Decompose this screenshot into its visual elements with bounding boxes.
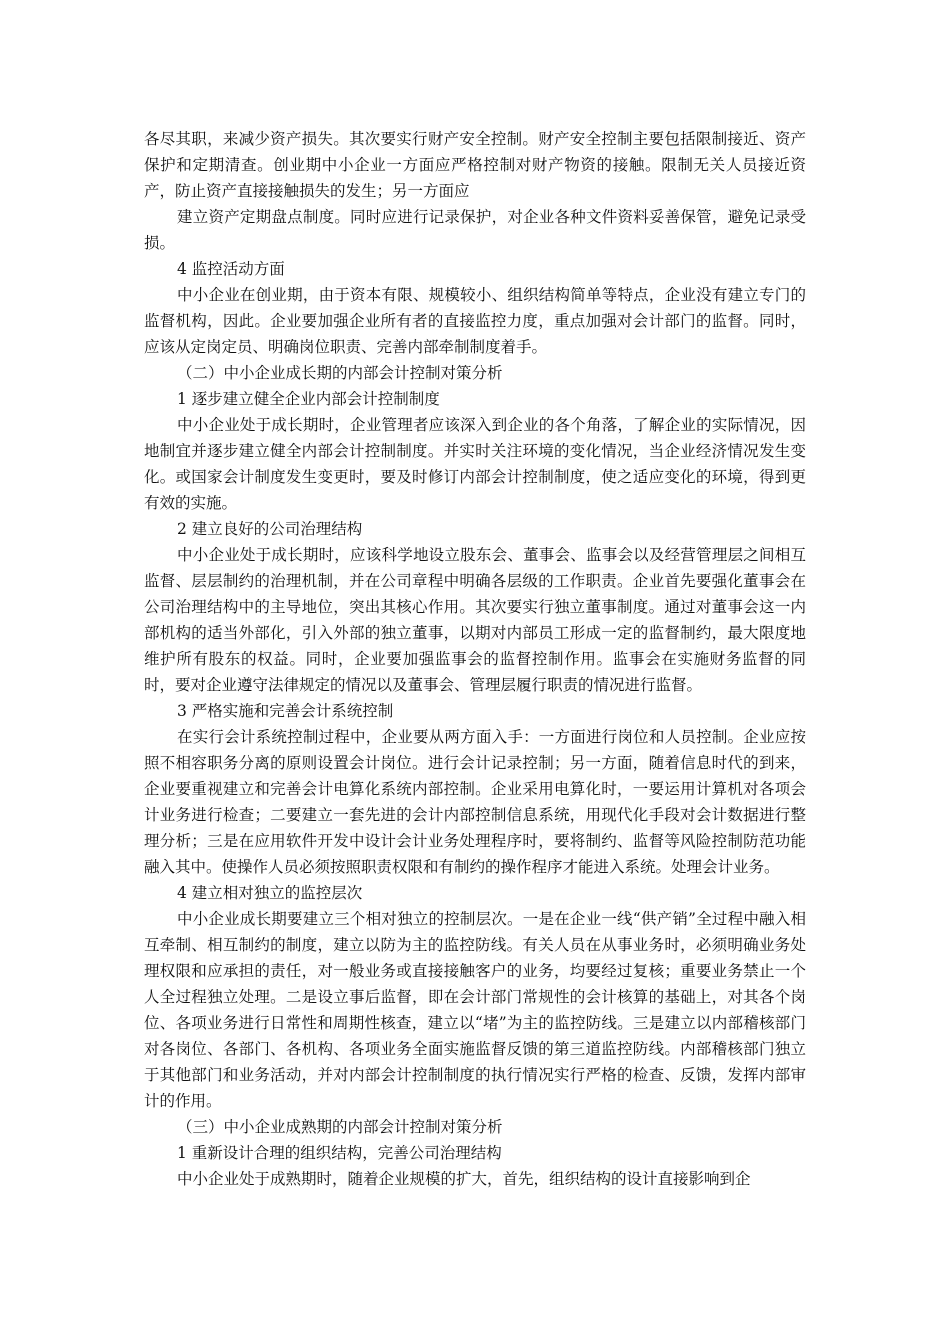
paragraph-governance-structure: 中小企业处于成长期时，应该科学地设立股东会、董事会、监事会以及经营管理层之间相互监督、层层制约的治理机制，并在公司章程中明确各层级的工作职责。企业首先要强化董事会在公司治理结构中的主导地位，突出其核心作用。其次要实行独立董事制度。通过对董事会这一内部机构的适当外部化，引入外部的独立董事，以期对内部员工形成一定的监督制约，最大限度地维护所有股东的权益。同时，企业要加强监事会的监督控制作用。监事会在实施财务监督的同时，要对企业遵守法律规定的情况以及董事会、管理层履行职责的情况进行监督。 <box>144 546 806 694</box>
document-page <box>144 126 806 1192</box>
heading-control-system: 1 逐步建立健全企业内部会计控制制度 <box>177 390 440 408</box>
paragraph-accounting-system-control: 在实行会计系统控制过程中，企业要从两方面入手：一方面进行岗位和人员控制。企业应按照不相容职务分离的原则设置会计岗位。进行会计记录控制；另一方面，随着信息时代的到来，企业要重视建立和完善会计电算化系统内部控制。企业采用电算化时，一要运用计算机对各项会计业务进行检查；二要建立一套先进的会计内部控制信息系统，用现代化手段对会计数据进行整理分析；三是在应用软件开发中设计会计业务处理程序时，要将制约、监督等风险控制防范功能融入其中。使操作人员必须按照职责权限和有制约的操作程序才能进入系统。处理会计业务。 <box>144 728 806 876</box>
section-heading-growth-stage: （二）中小企业成长期的内部会计控制对策分析 <box>177 364 503 382</box>
paragraph-monitoring-startup: 中小企业在创业期，由于资本有限、规模较小、组织结构简单等特点，企业没有建立专门的监督机构，因此。企业要加强企业所有者的直接监控力度，重点加强对会计部门的监督。同时，应该从定岗定员、明确岗位职责、完善内部牵制制度着手。 <box>144 286 806 356</box>
paragraph-monitoring-levels: 中小企业成长期要建立三个相对独立的控制层次。一是在企业一线“供产销”全过程中融入相互牵制、相互制约的制度，建立以防为主的监控防线。有关人员在从事业务时，必须明确业务处理权限和应承担的责任，对一般业务或直接接触客户的业务，均要经过复核；重要业务禁止一个人全过程独立处理。二是设立事后监督，即在会计部门常规性的会计核算的基础上，对其各个岗位、各项业务进行日常性和周期性核查，建立以“堵”为主的监控防线。三是建立以内部稽核部门对各岗位、各部门、各机构、各项业务全面实施监督反馈的第三道监控防线。内部稽核部门独立于其他部门和业务活动，并对内部会计控制制度的执行情况实行严格的检查、反馈，发挥内部审计的作用。 <box>144 910 806 1110</box>
section-heading-mature-stage: （三）中小企业成熟期的内部会计控制对策分析 <box>177 1118 503 1136</box>
paragraph-asset-inventory: 建立资产定期盘点制度。同时应进行记录保护，对企业各种文件资料妥善保管，避免记录受损。 <box>144 208 806 252</box>
heading-governance-structure: 2 建立良好的公司治理结构 <box>177 520 363 538</box>
heading-monitoring-levels: 4 建立相对独立的监控层次 <box>177 884 363 902</box>
paragraph-control-system: 中小企业处于成长期时，企业管理者应该深入到企业的各个角落，了解企业的实际情况，因地制宜并逐步建立健全内部会计控制制度。并实时关注环境的变化情况，当企业经济情况发生变化。或国家会计制度发生变更时，要及时修订内部会计控制制度，使之适应变化的环境，得到更有效的实施。 <box>144 416 806 512</box>
paragraph-asset-control-continued: 各尽其职，来减少资产损失。其次要实行财产安全控制。财产安全控制主要包括限制接近、资产保护和定期清查。创业期中小企业一方面应严格控制对财产物资的接触。限制无关人员接近资产，防止资产直接接触损失的发生；另一方面应 <box>144 130 806 200</box>
paragraph-organization-redesign: 中小企业处于成熟期时，随着企业规模的扩大，首先，组织结构的设计直接影响到企 <box>177 1170 751 1188</box>
heading-organization-redesign: 1 重新设计合理的组织结构，完善公司治理结构 <box>177 1144 502 1162</box>
heading-monitoring-activities: 4 监控活动方面 <box>177 260 285 278</box>
heading-accounting-system-control: 3 严格实施和完善会计系统控制 <box>177 702 394 720</box>
